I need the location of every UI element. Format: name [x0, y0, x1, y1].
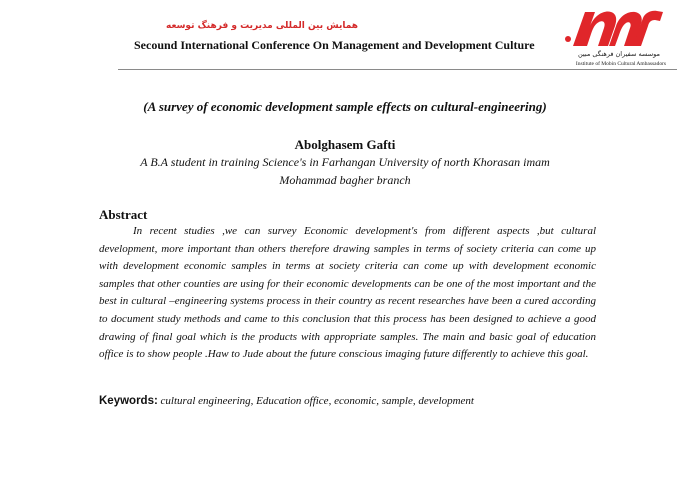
logo-name-english: Institute of Mobin Cultural Ambassadors: [575, 61, 667, 67]
keywords-value: cultural engineering, Education office, economic, sample, development: [157, 395, 474, 407]
paper-title: (A survey of economic development sample effects on cultural-engineering): [143, 99, 547, 114]
keywords: [99, 395, 599, 407]
author-affiliation: A B.A student in training Science's in Farhangan University of north Khorasan imam Mohammad bagher branch: [140, 155, 550, 187]
institute-logo: [559, 6, 677, 72]
conference-title-persian: همایش بین المللی مدیریت و فرهنگ توسعه: [166, 21, 358, 31]
logo-name-persian: موسسه سفیران فرهنگی مبین: [577, 50, 661, 58]
abstract-heading: Abstract: [99, 207, 148, 222]
keywords-label: Keywords:: [99, 395, 158, 407]
author-name: Abolghasem Gafti: [294, 137, 396, 152]
conference-title-english: Secound International Conference On Management and Development Culture: [134, 38, 535, 52]
page-header: [0, 0, 691, 72]
abstract-text: In recent studies ,we can survey Economic development's from different aspects ,but cultural development, more important than others therefore drawing samples in terms of society criteria can come up with development economic samples in terms at society criteria can come up with development economic samples that other counties are using for their economic developments can be one of the most important and the best in cultural –engineering systems process in their country as recent researches have been a cured according to document study methods and came to this conclusion that this process has been designed to achieve a good drawing of final goal which is the products with appropriate samples. The main and basic goal of education office is to show people .Haw to Jude about the future conscious imaging future differently to achieve this goal.: [99, 225, 596, 361]
institute-logo-icon: [559, 6, 677, 52]
header-divider: [118, 69, 677, 70]
